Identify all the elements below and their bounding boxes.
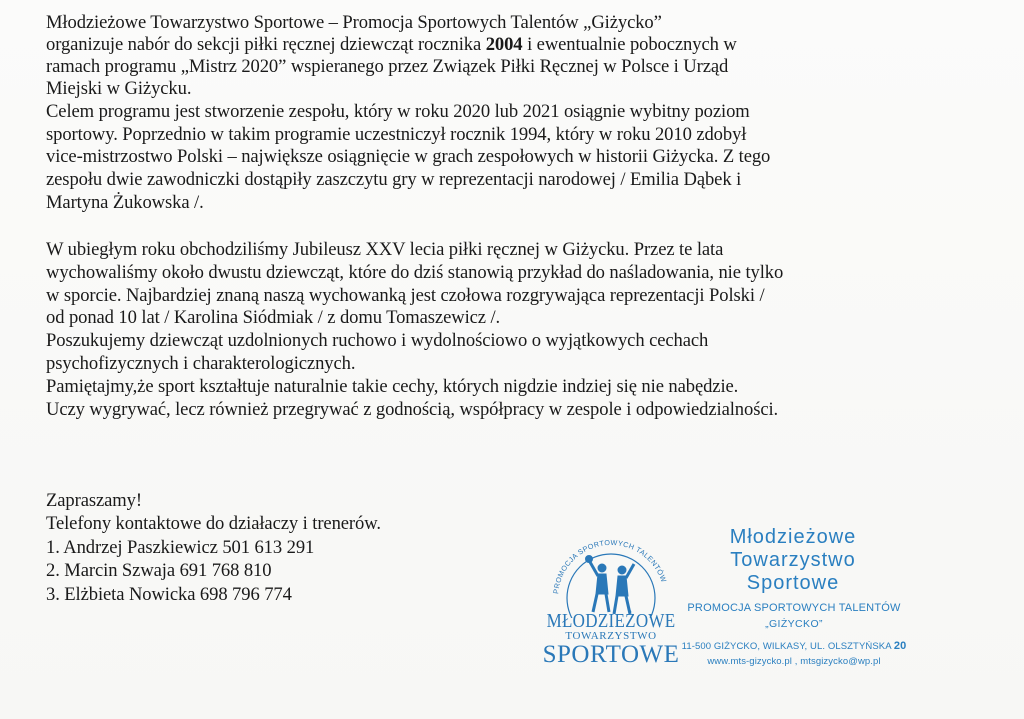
brand-web-email: www.mts-gizycko.pl , mtsgizycko@wp.pl — [707, 656, 881, 667]
p1-line-3: ramach programu „Mistrz 2020” wspieranego przez Związek Piłki Ręcznej w Polsce i Urząd — [46, 56, 729, 77]
p2-line-7: Pamiętajmy,że sport kształtuje naturalnie takie cechy, których nigdzie indziej się nie nabędzie. — [46, 376, 739, 397]
emblem-word-3: SPORTOWE — [542, 641, 680, 668]
contacts-intro: Telefony kontaktowe do działaczy i trenerów. — [46, 513, 381, 534]
emblem-word-2: TOWARZYSTWO — [565, 630, 657, 642]
p1-line-5: Celem programu jest stworzenie zespołu, który w roku 2020 lub 2021 osiągnie wybitny poziom — [46, 101, 750, 122]
brand-line-3: Sportowe — [746, 572, 840, 594]
address-text: 11-500 GIŻYCKO, WILKASY, UL. OLSZTYŃSKA — [681, 641, 894, 652]
p2-line-2: wychowaliśmy około dwustu dziewcząt, które do dziś stanowią przykład do naśladowania, nie tylko — [46, 262, 784, 283]
birth-year: 2004 — [485, 34, 523, 55]
p2-line-3: w sporcie. Najbardziej znaną naszą wychowanką jest czołowa rozgrywająca reprezentacji Polski / — [46, 285, 765, 306]
brand-address — [670, 640, 918, 652]
emblem-word-1: MŁODZIEŻOWE — [546, 609, 676, 632]
club-logo — [528, 522, 928, 682]
contact-item: 2. Marcin Szwaja 691 768 810 — [46, 560, 272, 581]
p2-line-4: od ponad 10 lat / Karolina Siódmiak / z domu Tomaszewicz /. — [46, 307, 501, 328]
club-emblem — [536, 528, 680, 678]
p2-line-6: psychofizycznych i charakterologicznych. — [46, 353, 356, 374]
brand-subtitle: PROMOCJA SPORTOWYCH TALENTÓW — [687, 602, 901, 614]
contact-item: 3. Elżbieta Nowicka 698 796 774 — [46, 584, 292, 605]
invite-text: Zapraszamy! — [46, 490, 142, 511]
brand-line-2: Towarzystwo — [730, 549, 856, 571]
p1-line-2-pre: organizuje nabór do sekcji piłki ręcznej dziewcząt rocznika — [46, 34, 486, 55]
p1-line-6: sportowy. Poprzednio w takim programie uczestniczył rocznik 1994, który w roku 2010 zdobył — [46, 124, 747, 145]
emblem-arc-text: PROMOCJA SPORTOWYCH TALENTÓW — [551, 537, 669, 595]
address-number: 20 — [893, 640, 907, 652]
p1-line-7: vice-mistrzostwo Polski – największe osiągnięcie w grach zespołowych w historii Giżycka. Z tego — [46, 146, 771, 167]
p1-line-4: Miejski w Giżycku. — [46, 78, 192, 99]
p1-line-8: zespołu dwie zawodniczki dostąpiły zaszczytu gry w reprezentacji narodowej / Emilia Dąbek i — [46, 169, 742, 190]
p1-line-9: Martyna Żukowska /. — [46, 192, 204, 213]
contact-item: 1. Andrzej Paszkiewicz 501 613 291 — [46, 537, 315, 558]
p1-line-2-post: i ewentualnie pobocznych w — [522, 34, 737, 55]
brand-city: „GIŻYCKO” — [765, 618, 823, 630]
p1-line-2 — [46, 34, 737, 56]
brand-line-1: Młodzieżowe — [729, 526, 857, 548]
p2-line-1: W ubiegłym roku obchodziliśmy Jubileusz XXV lecia piłki ręcznej w Giżycku. Przez te lata — [46, 239, 724, 260]
p2-line-5: Poszukujemy dziewcząt uzdolnionych ruchowo i wydolnościowo o wyjątkowych cechach — [46, 330, 709, 351]
p1-line-1: Młodzieżowe Towarzystwo Sportowe – Promocja Sportowych Talentów „Giżycko” — [46, 12, 662, 33]
p2-line-8: Uczy wygrywać, lecz również przegrywać z godnością, współpracy w zespole i odpowiedzialności. — [46, 399, 779, 420]
handball-players-icon — [536, 528, 686, 618]
brand-name — [678, 526, 908, 595]
